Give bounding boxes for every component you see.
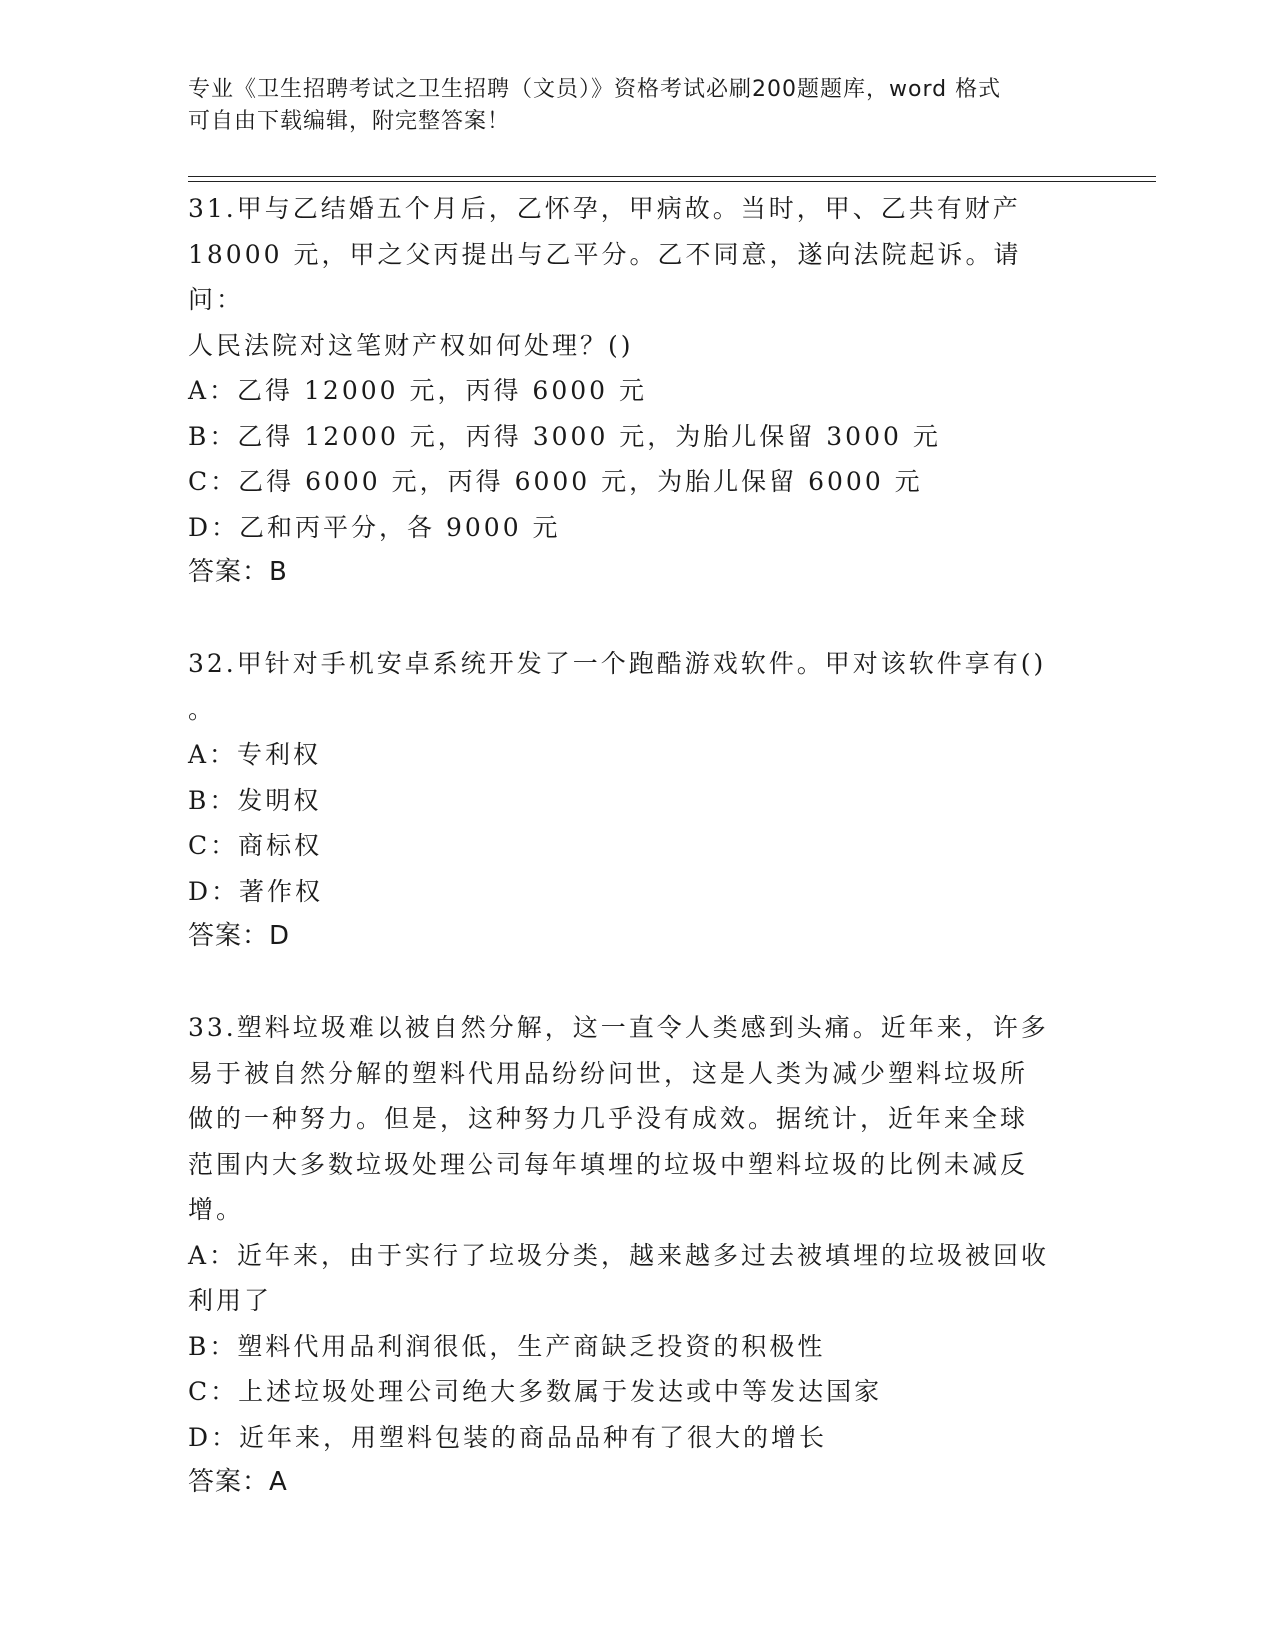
option-a: A：乙得 12000 元，丙得 6000 元 bbox=[188, 376, 647, 405]
question-line: 增。 bbox=[188, 1195, 245, 1224]
option-b: B：乙得 12000 元，丙得 3000 元，为胎儿保留 3000 元 bbox=[188, 421, 941, 451]
question-line: 人民法院对这笔财产权如何处理？() bbox=[188, 330, 634, 360]
option-b: B：塑料代用品利润很低，生产商缺乏投资的积极性 bbox=[188, 1331, 826, 1361]
option-d: D：乙和丙平分，各 9000 元 bbox=[188, 512, 561, 542]
option-a: A：专利权 bbox=[188, 740, 322, 769]
question-32 bbox=[188, 641, 1068, 960]
question-line: 做的一种努力。但是，这种努力几乎没有成效。据统计，近年来全球 bbox=[188, 1104, 1029, 1133]
answer-label: 答案：D bbox=[188, 921, 291, 951]
question-31 bbox=[188, 186, 1068, 596]
answer-label: 答案：A bbox=[188, 1467, 288, 1497]
question-line: 18000 元，甲之父丙提出与乙平分。乙不同意，遂向法院起诉。请问： bbox=[188, 239, 1022, 314]
answer-label: 答案：B bbox=[188, 557, 288, 587]
option-c: C：上述垃圾处理公司绝大多数属于发达或中等发达国家 bbox=[188, 1377, 883, 1406]
header-line-1: 专业《卫生招聘考试之卫生招聘（文员）》资格考试必刷200题题库，word 格式 bbox=[188, 77, 1002, 102]
question-list bbox=[188, 186, 1068, 1506]
question-33 bbox=[188, 1005, 1068, 1506]
header-divider-bottom bbox=[188, 181, 1156, 182]
question-text bbox=[188, 186, 1068, 368]
option-a: A：近年来，由于实行了垃圾分类，越来越多过去被填埋的垃圾被回收 bbox=[188, 1240, 1050, 1270]
option-c: C：乙得 6000 元，丙得 6000 元，为胎儿保留 6000 元 bbox=[188, 467, 923, 496]
option-d: D：近年来，用塑料包装的商品品种有了很大的增长 bbox=[188, 1422, 828, 1452]
question-line: 。 bbox=[188, 694, 217, 724]
question-line: 32.甲针对手机安卓系统开发了一个跑酷游戏软件。甲对该软件享有() bbox=[188, 649, 1047, 678]
option-d: D：著作权 bbox=[188, 876, 324, 906]
option-b: B：发明权 bbox=[188, 785, 322, 815]
question-line: 33.塑料垃圾难以被自然分解，这一直令人类感到头痛。近年来，许多 bbox=[188, 1013, 1049, 1042]
question-line: 31.甲与乙结婚五个月后，乙怀孕，甲病故。当时，甲、乙共有财产 bbox=[188, 194, 1021, 223]
header-divider-top bbox=[188, 176, 1156, 177]
question-line: 易于被自然分解的塑料代用品纷纷问世，这是人类为减少塑料垃圾所 bbox=[188, 1058, 1029, 1088]
header-line-2: 可自由下载编辑，附完整答案！ bbox=[188, 109, 511, 134]
document-header bbox=[188, 74, 1088, 138]
question-text bbox=[188, 1005, 1068, 1233]
question-spacer bbox=[188, 596, 1068, 642]
option-c: C：商标权 bbox=[188, 831, 323, 860]
question-line: 范围内大多数垃圾处理公司每年填埋的垃圾中塑料垃圾的比例未减反 bbox=[188, 1149, 1029, 1179]
option-a-continued: 利用了 bbox=[188, 1286, 273, 1315]
question-spacer bbox=[188, 960, 1068, 1006]
question-text bbox=[188, 641, 1068, 732]
